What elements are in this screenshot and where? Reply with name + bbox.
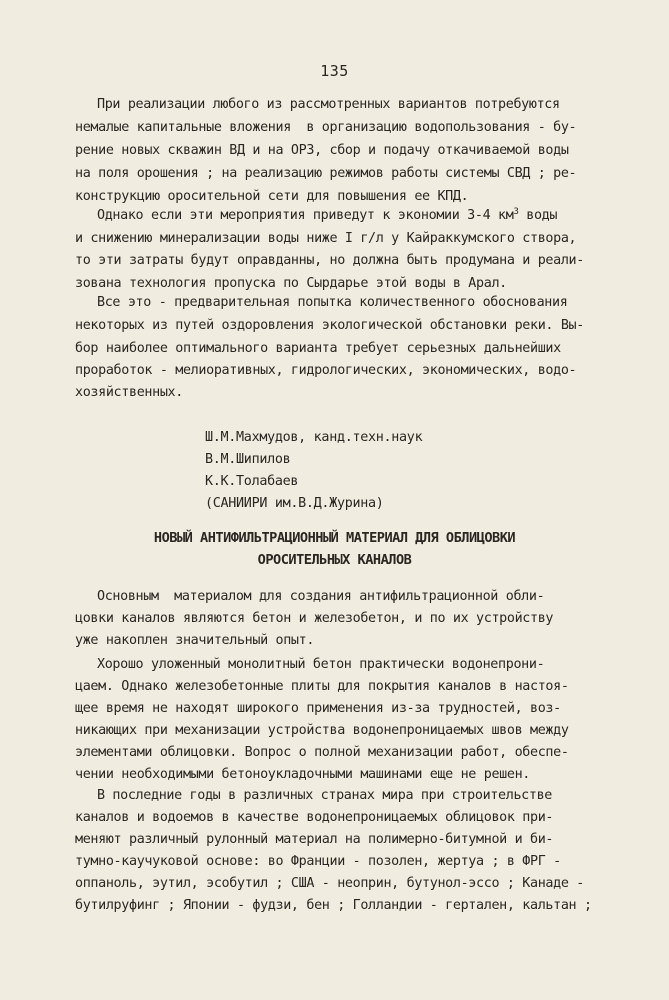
text-line: уже накоплен значительный опыт. <box>75 633 315 648</box>
superscript: 3 <box>513 207 519 217</box>
text-line: меняют различный рулонный материал на полимерно-битумной и би- <box>75 832 554 847</box>
text-line: рение новых скважин ВД и на ОРЗ, сбор и подачу откачиваемой воды <box>75 143 569 158</box>
text-line: проработок - мелиоративных, гидрологических, экономических, водо- <box>75 363 577 378</box>
text-line: на поля орошения ; на реализацию режимов работы системы СВД ; ре- <box>75 166 577 181</box>
text-line: цовки каналов являются бетон и железобетон, и по их устройству <box>75 611 554 626</box>
text-line: Все это - предварительная попытка количественного обоснования <box>97 295 568 310</box>
text-line-with-superscript <box>97 206 637 226</box>
author-line: В.М.Шипилов <box>205 452 291 467</box>
text-line: При реализации любого из рассмотренных вариантов потребуются <box>97 97 560 112</box>
text-line: щее время не находят широкого применения из-за трудностей, воз- <box>75 701 561 716</box>
article-title: ОРОСИТЕЛЬНЫХ КАНАЛОВ <box>257 552 412 568</box>
text-line: тумно-каучуковой основе: во Франции - позолен, жертуа ; в ФРГ - <box>75 854 561 869</box>
text-line: каналов и водоемов в качестве водонепроницаемых облицовок при- <box>75 810 554 825</box>
text-line: элементами облицовки. Вопрос о полной механизации работ, обеспе- <box>75 745 569 760</box>
author-line: Ш.М.Махмудов, канд.техн.наук <box>205 430 423 445</box>
text-segment: воды <box>518 208 558 223</box>
author-line: К.К.Толабаев <box>205 474 299 489</box>
text-line: Основным материалом для создания антифильтрационной обли- <box>97 589 545 604</box>
text-line: чении необходимыми бетоноукладочными машинами еще не решен. <box>75 767 530 782</box>
text-segment: Однако если эти мероприятия приведут к экономии 3-4 км <box>97 208 514 223</box>
text-line: оппаноль, эутил, эсобутил ; США - неоприн, бутунол-эссо ; Канаде - <box>75 876 584 891</box>
text-line: Хорошо уложенный монолитный бетон практически водонепрони- <box>97 657 545 672</box>
text-line: хозяйственных. <box>75 385 183 400</box>
text-line: бутилруфинг ; Японии - фудзи, бен ; Голландии - гертален, кальтан ; <box>75 898 592 913</box>
page-number: 135 <box>320 62 349 80</box>
text-line: то эти затраты будут оправданны, но должна быть продумана и реали- <box>75 253 584 268</box>
text-line: бор наиболее оптимального варианта требует серьезных дальнейших <box>75 341 561 356</box>
text-line: немалые капитальные вложения в организацию водопользования - бу- <box>75 120 577 135</box>
text-line: цаем. Однако железобетонные плиты для покрытия каналов в настоя- <box>75 679 569 694</box>
text-line: и снижению минерализации воды ниже I г/л у Кайраккумского створа, <box>75 231 577 246</box>
author-affiliation: (САНИИРИ им.В.Д.Журина) <box>205 496 384 511</box>
text-line: некоторых из путей оздоровления экологической обстановки реки. Вы- <box>75 318 584 333</box>
text-line: зована технология пропуска по Сырдарье этой воды в Арал. <box>75 276 507 291</box>
article-title: НОВЫЙ АНТИФИЛЬТРАЦИОННЫЙ МАТЕРИАЛ ДЛЯ ОБЛИЦОВКИ <box>153 530 516 546</box>
text-line: никающих при механизации устройства водонепроницаемых швов между <box>75 723 569 738</box>
text-line: В последние годы в различных странах мира при строительстве <box>97 788 552 803</box>
text-line: конструкцию оросительной сети для повышения ее КПД. <box>75 189 469 204</box>
